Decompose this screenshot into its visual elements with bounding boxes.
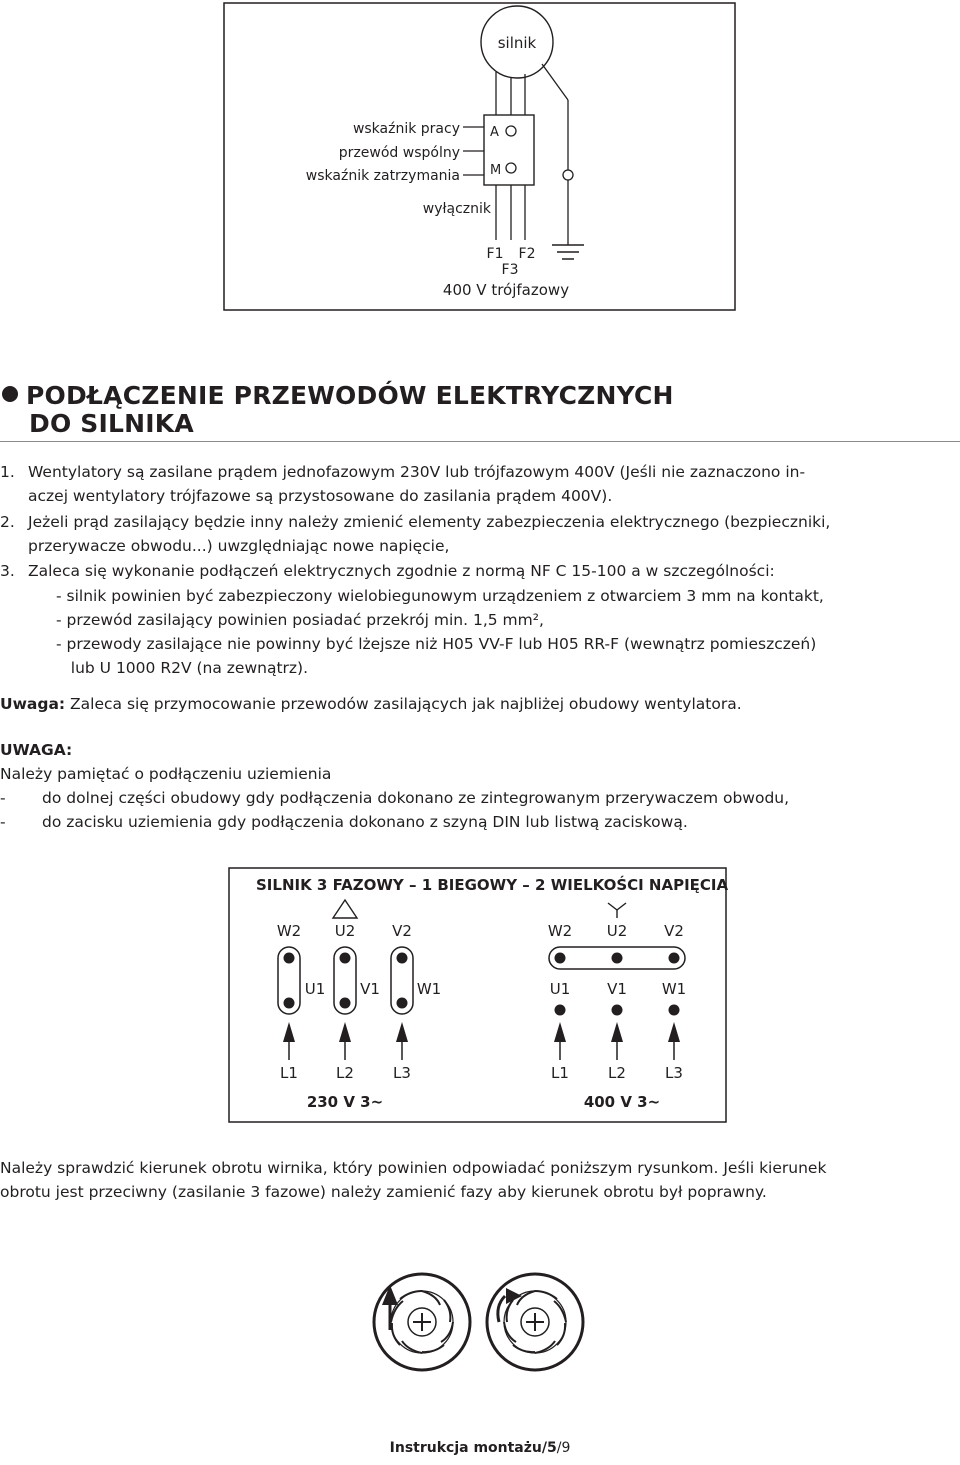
motor-label: silnik	[497, 34, 537, 52]
svg-text:W1: W1	[661, 980, 687, 998]
delta-symbol	[333, 900, 357, 918]
heading-divider	[0, 441, 960, 442]
svg-text:U1: U1	[304, 980, 326, 998]
svg-text:V2: V2	[392, 922, 412, 940]
svg-text:V2: V2	[664, 922, 684, 940]
impeller-rotation-icon-1	[374, 1274, 470, 1370]
svg-text:W2: W2	[276, 922, 302, 940]
voltage-230: 230 V 3~	[306, 1093, 384, 1111]
bullet-icon	[2, 386, 18, 402]
terminal-diagram	[0, 855, 960, 1125]
rotation-diagrams	[0, 1255, 960, 1395]
voltage-400: 400 V 3~	[583, 1093, 661, 1111]
label-stop-indicator: wskaźnik zatrzymania	[305, 168, 460, 184]
svg-text:L1: L1	[551, 1064, 569, 1082]
svg-text:L2: L2	[336, 1064, 354, 1082]
svg-text:F2: F2	[518, 246, 536, 262]
terminal-diagram-title: SILNIK 3 FAZOWY – 1 BIEGOWY – 2 WIELKOŚCI NAPIĘCIA	[256, 876, 729, 894]
terminal-block-star	[548, 922, 686, 1111]
svg-text:F1: F1	[486, 246, 504, 262]
svg-text:U2: U2	[606, 922, 628, 940]
svg-text:W2: W2	[547, 922, 573, 940]
warning: UWAGA: Należy pamiętać o podłączeniu uziemienia - do dolnej części obudowy gdy podłączenia dokonano ze zintegrowanym przerywaczem obwodu, - do zacisku uziemienia gdy podłączenia dokonano z szyną DIN lub listwą zaciskową.	[0, 738, 960, 838]
svg-text:W1: W1	[416, 980, 442, 998]
svg-text:A: A	[490, 125, 499, 140]
wiring-diagram	[0, 0, 960, 320]
label-common-wire: przewód wspólny	[338, 145, 460, 161]
warning-label: UWAGA:	[0, 741, 73, 759]
star-symbol	[608, 903, 626, 918]
page-footer: Instrukcja montażu/5/9	[389, 1440, 571, 1456]
svg-text:L3: L3	[393, 1064, 411, 1082]
impeller-rotation-icon-2	[487, 1274, 583, 1370]
label-run-indicator: wskaźnik pracy	[352, 121, 460, 137]
section-heading: PODŁĄCZENIE PRZEWODÓW ELEKTRYCZNYCH DO SILNIKA	[2, 382, 942, 438]
svg-text:L3: L3	[665, 1064, 683, 1082]
label-switch: wyłącznik	[422, 201, 491, 217]
svg-text:L1: L1	[280, 1064, 298, 1082]
svg-text:U2: U2	[334, 922, 356, 940]
rotation-instructions: Należy sprawdzić kierunek obrotu wirnika, który powinien odpowiadać poniższym rysunkom. Jeśli kierunek obrotu jest przeciwny (zasilanie 3 fazowe) należy zamienić fazy aby kierunek obrotu był poprawny.	[0, 1159, 827, 1201]
svg-text:V1: V1	[607, 980, 627, 998]
svg-text:F3: F3	[501, 262, 519, 278]
svg-text:M: M	[490, 163, 502, 178]
note-label: Uwaga:	[0, 695, 66, 713]
svg-text:L2: L2	[608, 1064, 626, 1082]
svg-text:U1: U1	[549, 980, 571, 998]
note: Uwaga: Zaleca się przymocowanie przewodów zasilających jak najbliżej obudowy wentylatora.	[0, 695, 742, 713]
svg-text:V1: V1	[360, 980, 380, 998]
terminal-block-delta	[277, 922, 441, 1111]
supply-label: 400 V trójfazowy	[442, 281, 570, 299]
instruction-list: 1. Wentylatory są zasilane prądem jednofazowym 230V lub trójfazowym 400V (Jeśli nie zaznaczono in- aczej wentylatory trójfazowe są przystosowane do zasilania prądem 400V). 2. Jeżeli prąd zasilający będzie inny należy zmienić elementy zabezpieczenia elektrycznego (bezpieczniki, przerywacze obwodu...) uwzględniając nowe napięcie, 3. Zaleca się wykonanie podłączeń elektrycznych zgodnie z normą NF C 15-100 a w szczególności: - silnik powinien być zabezpieczony wielobiegunowym urządzeniem z otwarciem 3 mm na kontakt, - przewód zasilający powinien posiadać przekrój min. 1,5 mm², - przewody zasilające nie powinny być lżejsze niż H05 VV-F lub H05 RR-F (wewnątrz pomieszczeń) lub U 1000 R2V (na zewnątrz).	[0, 463, 831, 677]
